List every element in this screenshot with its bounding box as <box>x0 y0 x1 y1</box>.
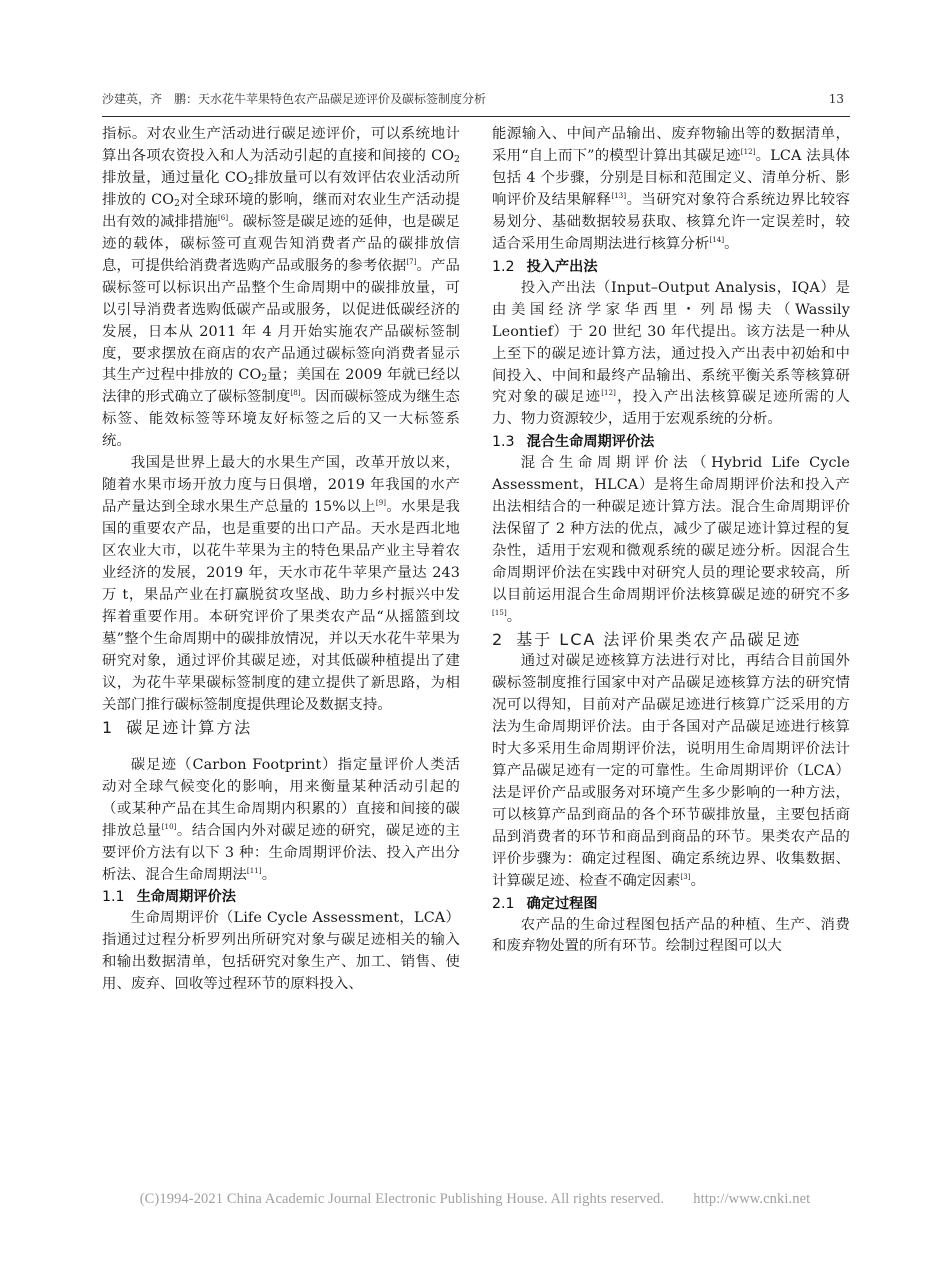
citation: [13] <box>611 191 627 200</box>
running-head <box>102 90 850 117</box>
citation: [9] <box>375 499 387 508</box>
subsection-heading-2-1: 2.1 确定过程图 <box>492 895 598 912</box>
paragraph: 混合生命周期评价法（Hybrid Life Cycle Assessment，HLCA）是将生命周期评价法和投入产出法相结合的一种碳足迹计算方法。混合生命周期评价法保留了 2 种方法的优点，减少了碳足迹计算过程的复杂性，适用于宏观和微观系统的碳足迹分析。因混合生命周期评价法在实践中对研究人员的理论要求较高，所以目前运用混合生命周期评价法核算碳足迹的研究不多[15]。 <box>492 455 850 626</box>
paragraph: 农产品的生命过程图包括产品的种植、生产、消费和废弃物处置的所有环节。绘制过程图可以大 <box>492 916 850 955</box>
right-column <box>492 124 850 958</box>
paragraph: 我国是世界上最大的水果生产国，改革开放以来，随着水果市场开放力度与日俱增，2019 年我国的水产品产量达到全球水果生产总量的 15%以上[9]。水果是我国的重要农产品，也是重要的出口产品。天水是西北地区农业大市，以花牛苹果为主的特色果品产业主导着农业经济的发展，2019 年，天水市花牛苹果产量达 243 万 t，果品产业在打赢脱贫攻坚战、助力乡村振兴中发挥着重要作用。本研究评价了果类农产品“从摇篮到坟墓”整个生命周期中的碳排放情况，并以天水花牛苹果为研究对象，通过评价其碳足迹，对其低碳种植提出了建议，为花牛苹果碳标签制度的建立提供了新思路，为相关部门推行碳标签制度提供理论及数据支持。 <box>102 455 460 713</box>
copyright-footer: (C)1994-2021 China Academic Journal Electronic Publishing House. All rights reserved. http://www.cnki.net <box>139 1191 811 1207</box>
section-heading-1: 1 碳足迹计算方法 <box>102 717 253 737</box>
citation: [7] <box>406 257 417 266</box>
citation: [6] <box>217 213 229 222</box>
paragraph: 投入产出法（Input–Output Analysis，IQA）是由美国经济学家华西里・列昂惕夫（Wassily Leontief）于 20 世纪 30 年代提出。该方法是一种从上至下的碳足迹计算方法，通过投入产出表中初始和中间投入、中间和最终产品输出、系统平衡关系等核算研究对象的碳足迹[12]，投入产出法核算碳足迹所需的人力、物力资源较少，适用于宏观系统的分析。 <box>492 279 850 428</box>
paragraph: 能源输入、中间产品输出、废弃物输出等的数据清单，采用“自上而下”的模型计算出其碳足迹[12]。LCA 法具体包括 4 个步骤，分别是目标和范围定义、清单分析、影响评价及结果解释[13]。当研究对象符合系统边界比较容易划分、基础数据较易获取、核算允许一定误差时，较适合采用生命周期法进行核算分析[14]。 <box>492 126 850 252</box>
section-heading-2: 2 基于 LCA 法评价果类农产品碳足迹 <box>492 630 802 650</box>
citation: [12] <box>601 389 616 398</box>
citation: [8] <box>290 389 301 398</box>
citation: [10] <box>161 822 177 831</box>
page-number: 13 <box>828 92 844 106</box>
citation: [15] <box>492 609 507 618</box>
paragraph: 碳足迹（Carbon Footprint）指定量评价人类活动对全球气候变化的影响，用来衡量某种活动引起的（或某种产品在其生命周期内积累的）直接和间接的碳排放总量[10]。结合国内外对碳足迹的研究，碳足迹的主要评价方法有以下 3 种：生命周期评价法、投入产出分析法、混合生命周期法[11]。 <box>102 756 461 883</box>
paragraph: 通过对碳足迹核算方法进行对比，再结合目前国外碳标签制度推行国家中对产品碳足迹核算方法的研究情况可以得知，目前对产品碳足迹进行核算广泛采用的方法为生命周期评价法。由于各国对产品碳足迹进行核算时大多采用生命周期评价法，说明用生命周期评价法计算产品碳足迹有一定的可靠性。生命周期评价（LCA）法是评价产品或服务对环境产生多少影响的一种方法，可以核算产品到商品的各个环节碳排放量，主要包括商品到消费者的环节和商品到商品的环节。果类农产品的评价步骤为：确定过程图、确定系统边界、收集数据、计算碳足迹、检查不确定因素[3]。 <box>492 653 850 889</box>
paragraph: 指标。对农业生产活动进行碳足迹评价，可以系统地计算出各项农资投入和人为活动引起的直接和间接的 $CO_2$排放量，通过量化 $CO_2$排放量可以有效评估农业活动所排放的 $CO_2$对全球环境的影响，继而对农业生产活动提出有效的减排措施[6]。碳标签是碳足迹的延伸，也是碳足迹的载体，碳标签可直观告知消费者产品的碳排放信息，可提供给消费者选购产品或服务的参考依据[7]。产品碳标签可以标识出产品整个生命周期中的碳排放量，可以引导消费者选购低碳产品或服务，以促进低碳经济的发展，日本从 2011 年 4 月开始实施农产品碳标签制度，要求摆放在商店的农产品通过碳标签向消费者显示其生产过程中排放的 $CO_2$量；美国在 2009 年就已经以法律的形式确立了碳标签制度[8]。因而碳标签成为继生态标签、能效标签等环境友好标签之后的又一大标签系统。 <box>102 126 461 450</box>
subsection-heading-1-1: 1.1 生命周期评价法 <box>102 889 236 906</box>
citation: [11] <box>246 866 262 875</box>
citation: [3] <box>680 872 691 881</box>
subsection-heading-1-3: 1.3 混合生命周期评价法 <box>492 434 655 451</box>
subsection-heading-1-2: 1.2 投入产出法 <box>492 258 598 275</box>
left-column <box>102 124 460 996</box>
paragraph: 生命周期评价（Life Cycle Assessment，LCA）指通过过程分析罗列出所研究对象与碳足迹相关的输入和输出数据清单，包括研究对象生产、加工、销售、使用、废弃、回收等过程环节的原料投入、 <box>102 910 460 993</box>
citation: [12] <box>740 147 756 156</box>
running-head-title: 沙建英，齐 鹏：天水花牛苹果特色农产品碳足迹评价及碳标签制度分析 <box>102 92 487 106</box>
citation: [14] <box>709 235 725 244</box>
